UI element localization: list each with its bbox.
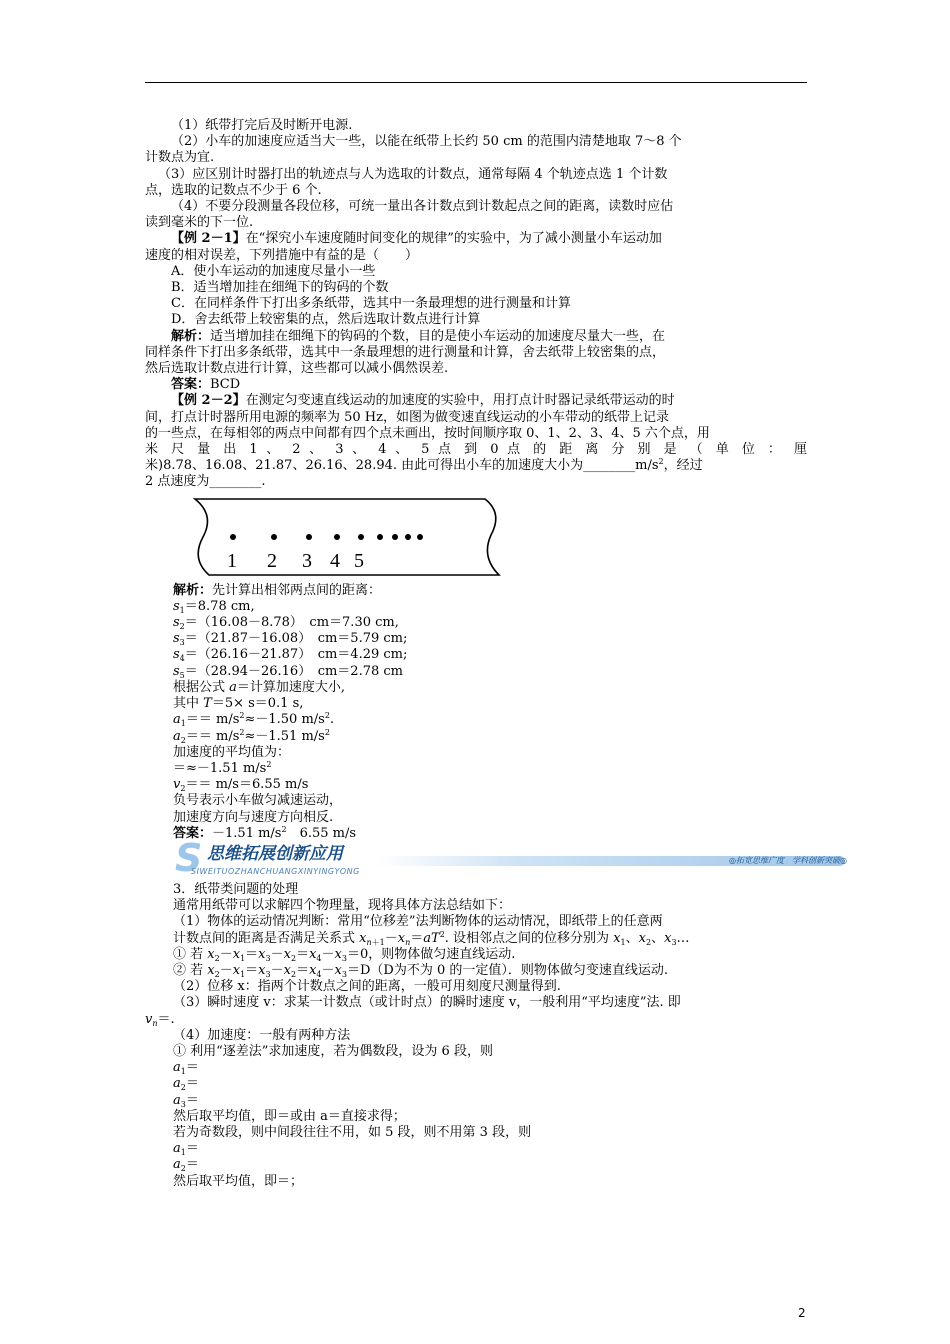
example-2-question-3: 的一些点，在每相邻的两点中间都有四个点未画出，按时间顺序取 0、1、2、3、4、5 六个点，用: [145, 425, 710, 441]
distance-s3: $s_3=(21.87-16.08)$ cm＝5.79 cm;: [173, 631, 408, 648]
negative-note-2: 加速度方向与速度方向相反.: [173, 809, 334, 825]
example-1-solution-2: 同样条件下打出多条纸带，选其中一条最理想的进行测量和计算，舍去纸带上较密集的点，: [145, 344, 666, 360]
section-3-p4: （4）加速度：一般有两种方法: [173, 1027, 351, 1043]
example-2-question-6: 2 点速度为________.: [145, 474, 266, 490]
section-3-p3b: $v_n=$.: [145, 1011, 175, 1028]
section-banner: [145, 835, 847, 880]
section-3-intro: 通常用纸带可以求解四个物理量，现将具体方法总结如下：: [173, 898, 512, 914]
tape-label-3: 3: [302, 549, 312, 572]
even-a2: $a_2=$: [173, 1076, 199, 1093]
tape-dot-6: [377, 534, 383, 540]
example-2-question: 【例 2－2】在测定匀变速直线运动的加速度的实验中，用打点计时器记录纸带运动的时: [171, 393, 675, 409]
example-1-question-2: 速度的相对误差，下列措施中有益的是（ ）: [145, 247, 419, 263]
tape-dot-9: [417, 534, 423, 540]
note-3a: （3）应区别计时器打出的轨迹点与人为选取的计数点，通常每隔 4 个轨迹点选 1 个计数: [158, 166, 668, 182]
velocity-v2: $v_2== m/s=6.55$ m/s: [173, 777, 309, 794]
example-2-answer: 答案：－1.51 $m/s^2$ 6.55 m/s: [173, 824, 357, 841]
option-b: B．适当增加挂在细绳下的钩码的个数: [171, 280, 389, 296]
example-1-solution: 解析：适当增加挂在细绳下的钩码的个数，目的是使小车运动的加速度尽量大一些，在: [171, 328, 666, 344]
section-3-p3a: （3）瞬时速度 v：求某一计数点（或计时点）的瞬时速度 v，一般利用“平均速度”法. 即: [173, 995, 681, 1011]
distance-s5: $s_5=(28.94-26.16)$ cm＝2.78 cm: [173, 663, 403, 680]
example-2-question-4: 米 尺 量 出 1 、 2 、 3 、 4 、 5 点 到 0 点 的 距 离 分 别 是 （ 单 位 ： 厘: [145, 442, 807, 458]
tape-dot-4: [334, 534, 340, 540]
tape-dot-1: [230, 534, 236, 540]
method-1: ① 利用“逐差法”求加速度，若为偶数段，设为 6 段，则: [173, 1043, 493, 1059]
odd-segments: 若为奇数段，则中间段往往不用，如 5 段，则不用第 3 段，则: [173, 1124, 532, 1140]
option-d: D．舍去纸带上较密集的点，然后选取计数点进行计算: [171, 312, 481, 328]
example-2-tag: 【例 2－2】: [171, 393, 246, 409]
distance-s1: $s_1=8.78$ cm,: [173, 598, 255, 615]
page-content: [145, 118, 847, 1190]
negative-note-1: 负号表示小车做匀减速运动，: [173, 793, 343, 809]
average-2: 然后取平均值，即＝；: [173, 1173, 304, 1189]
even-a1: $a_1=$: [173, 1060, 199, 1077]
note-3b: 点，选取的记数点不少于 6 个.: [145, 182, 322, 198]
tape-dot-8: [405, 534, 411, 540]
accel-a2: $a_2== m/s^2\approx-1.51$ $m/s^2$: [173, 727, 330, 745]
tape-dot-5: [358, 534, 364, 540]
average-1: 然后取平均值，即＝或由 a＝直接求得；: [173, 1108, 406, 1124]
case-2: ② 若 $x_2-x_1=x_3-x_2=x_4-x_3=D(D$为不为 0 的一定值）．则物体做匀变速直线运动.: [173, 962, 668, 979]
example-1-answer: 答案：BCD: [171, 377, 241, 393]
formula-line: 根据公式 a＝计算加速度大小,: [173, 679, 346, 695]
banner-logo: S: [175, 835, 203, 880]
odd-a1: $a_1=$: [173, 1141, 199, 1158]
example-2-question-5: 米)8.78、16.08、21.87、26.16、28.94. 由此可得出小车的加速度大小为$\_\_\_\_\_\_\_\_m/s^2$，经过: [145, 457, 703, 474]
paper-tape: [185, 497, 515, 577]
example-1-question: 【例 2－1】在“探究小车速度随时间变化的规律”的实验中，为了减小测量小车运动加: [171, 231, 662, 247]
note-1: （1）纸带打完后及时断开电源.: [171, 118, 353, 133]
section-3-p1a: （1）物体的运动情况判断：常用“位移差”法判断物体的运动情况，即纸带上的任意两: [173, 914, 663, 930]
section-3-p1b: 计数点间的距离是否满足关系式 $x_{n+1}-x_n=aT^2$. 设相邻点之间的位移分别为 $x_1$、$x_2$、$x_3\dots$: [173, 929, 690, 947]
banner-subtitle: SIWEITUOZHANCHUANGXINYINGYONG: [191, 866, 360, 876]
even-a3: $a_3=$: [173, 1092, 199, 1109]
example-2-question-2: 间，打点计时器所用电源的频率为 50 Hz，如图为做变速直线运动的小车带动的纸带上记录: [145, 409, 669, 425]
page-number: 2: [798, 1306, 806, 1320]
tape-dot-7: [392, 534, 398, 540]
banner-slogan: ◎拓宽思维广度 学科创新突破◎: [729, 855, 847, 865]
distance-s2: $s_2=(16.08-8.78)$ cm＝7.30 cm,: [173, 615, 399, 632]
section-3-p2: （2）位移 x：指两个计数点之间的距离，一般可用刻度尺测量得到.: [173, 979, 561, 995]
section-3-title: 3．纸带类问题的处理: [173, 881, 299, 897]
tape-dot-2: [271, 534, 277, 540]
example-1-tag: 【例 2－1】: [171, 231, 246, 247]
tape-label-4: 4: [330, 549, 340, 572]
example-1-solution-3: 然后选取计数点进行计算，这些都可以减小偶然误差.: [145, 361, 449, 377]
option-c: C．在同样条件下打出多条纸带，选其中一条最理想的进行测量和计算: [171, 296, 571, 312]
case-1: ① 若 $x_2-x_1=x_3-x_2=x_4-x_3=0$，则物体做匀速直线运动.: [173, 946, 516, 963]
tape-label-2: 2: [267, 549, 277, 572]
note-2b: 计数点为宜.: [145, 150, 215, 166]
paper-tape-figure: [145, 497, 807, 577]
tape-label-1: 1: [227, 549, 237, 572]
option-a: A．使小车运动的加速度尽量小一些: [171, 263, 376, 279]
tape-dot-3: [306, 534, 312, 540]
banner-title: 思维拓展创新应用: [207, 843, 343, 864]
example-2-solution: 解析：先计算出相邻两点间的距离：: [173, 582, 382, 598]
odd-a2: $a_2=$: [173, 1157, 199, 1174]
distance-s4: $s_4=(26.16-21.87)$ cm＝4.29 cm;: [173, 647, 408, 664]
tape-label-5: 5: [354, 549, 364, 572]
note-2a: （2）小车的加速度应适当大一些，以能在纸带上长约 50 cm 的范围内清楚地取 7～8 个: [171, 134, 682, 150]
avg-value: ＝≈－1.51 $m/s^2$: [173, 759, 272, 776]
accel-a1: $a_1== m/s^2\approx-1.50$ $m/s^2$.: [173, 711, 335, 729]
note-4b: 读到毫米的下一位.: [145, 215, 254, 231]
avg-label: 加速度的平均值为：: [173, 744, 291, 760]
header-rule: [145, 82, 807, 83]
note-4a: （4）不要分段测量各段位移，可统一量出各计数点到计数起点之间的距离，读数时应估: [171, 199, 674, 215]
period-line: 其中 T＝5× s＝0.1 s,: [173, 696, 304, 712]
